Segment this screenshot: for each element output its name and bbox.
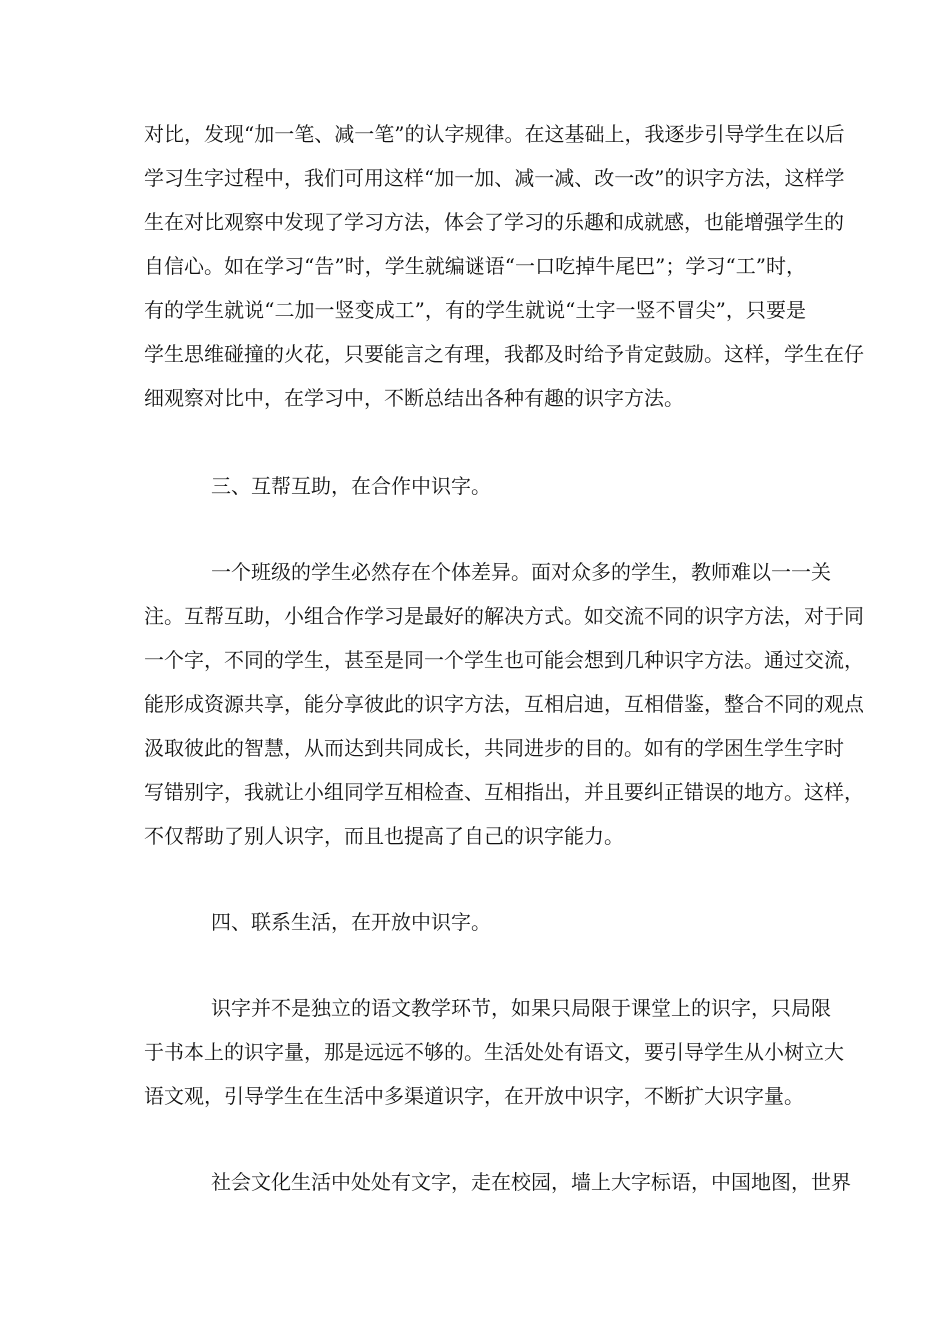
- text-line: 社会文化生活中处处有文字，走在校园，墙上大字标语，中国地图，世界: [211, 1170, 851, 1194]
- text-line: 细观察对比中，在学习中，不断总结出各种有趣的识字方法。: [144, 386, 684, 410]
- text-line: 注。互帮互助，小组合作学习是最好的解决方式。如交流不同的识字方法，对于同: [144, 604, 864, 628]
- text-line: 写错别字，我就让小组同学互相检查、互相指出，并且要纠正错误的地方。这样，: [144, 780, 864, 804]
- text-line: 语文观，引导学生在生活中多渠道识字，在开放中识字，不断扩大识字量。: [144, 1084, 804, 1108]
- text-line: 于书本上的识字量，那是远远不够的。生活处处有语文，要引导学生从小树立大: [144, 1040, 844, 1064]
- text-line: 学生思维碰撞的火花，只要能言之有理，我都及时给予肯定鼓励。这样，学生在仔: [144, 342, 864, 366]
- text-line: 识字并不是独立的语文教学环节，如果只局限于课堂上的识字，只局限: [211, 996, 831, 1020]
- text-line: 对比，发现“加一笔、减一笔”的认字规律。在这基础上，我逐步引导学生在以后: [144, 122, 845, 146]
- text-line: 生在对比观察中发现了学习方法，体会了学习的乐趣和成就感，也能增强学生的: [144, 210, 844, 234]
- text-line: 一个字，不同的学生，甚至是同一个学生也可能会想到几种识字方法。通过交流，: [144, 648, 864, 672]
- text-line: 学习生字过程中，我们可用这样“加一加、减一减、改一改”的识字方法，这样学: [144, 166, 845, 190]
- text-line: 有的学生就说“二加一竖变成工”，有的学生就说“土字一竖不冒尖”，只要是: [144, 298, 806, 322]
- text-line: 能形成资源共享，能分享彼此的识字方法，互相启迪，互相借鉴，整合不同的观点: [144, 692, 864, 716]
- text-line: 汲取彼此的智慧，从而达到共同成长，共同进步的目的。如有的学困生学生字时: [144, 736, 844, 760]
- text-line: 自信心。如在学习“告”时，学生就编谜语“一口吃掉牛尾巴”；学习“工”时，: [144, 254, 806, 278]
- text-line: 不仅帮助了别人识字，而且也提高了自己的识字能力。: [144, 824, 624, 848]
- heading-text: 三、互帮互助，在合作中识字。: [211, 474, 491, 498]
- text-line: 一个班级的学生必然存在个体差异。面对众多的学生，教师难以一一关: [211, 560, 831, 584]
- heading-text: 四、联系生活，在开放中识字。: [211, 910, 491, 934]
